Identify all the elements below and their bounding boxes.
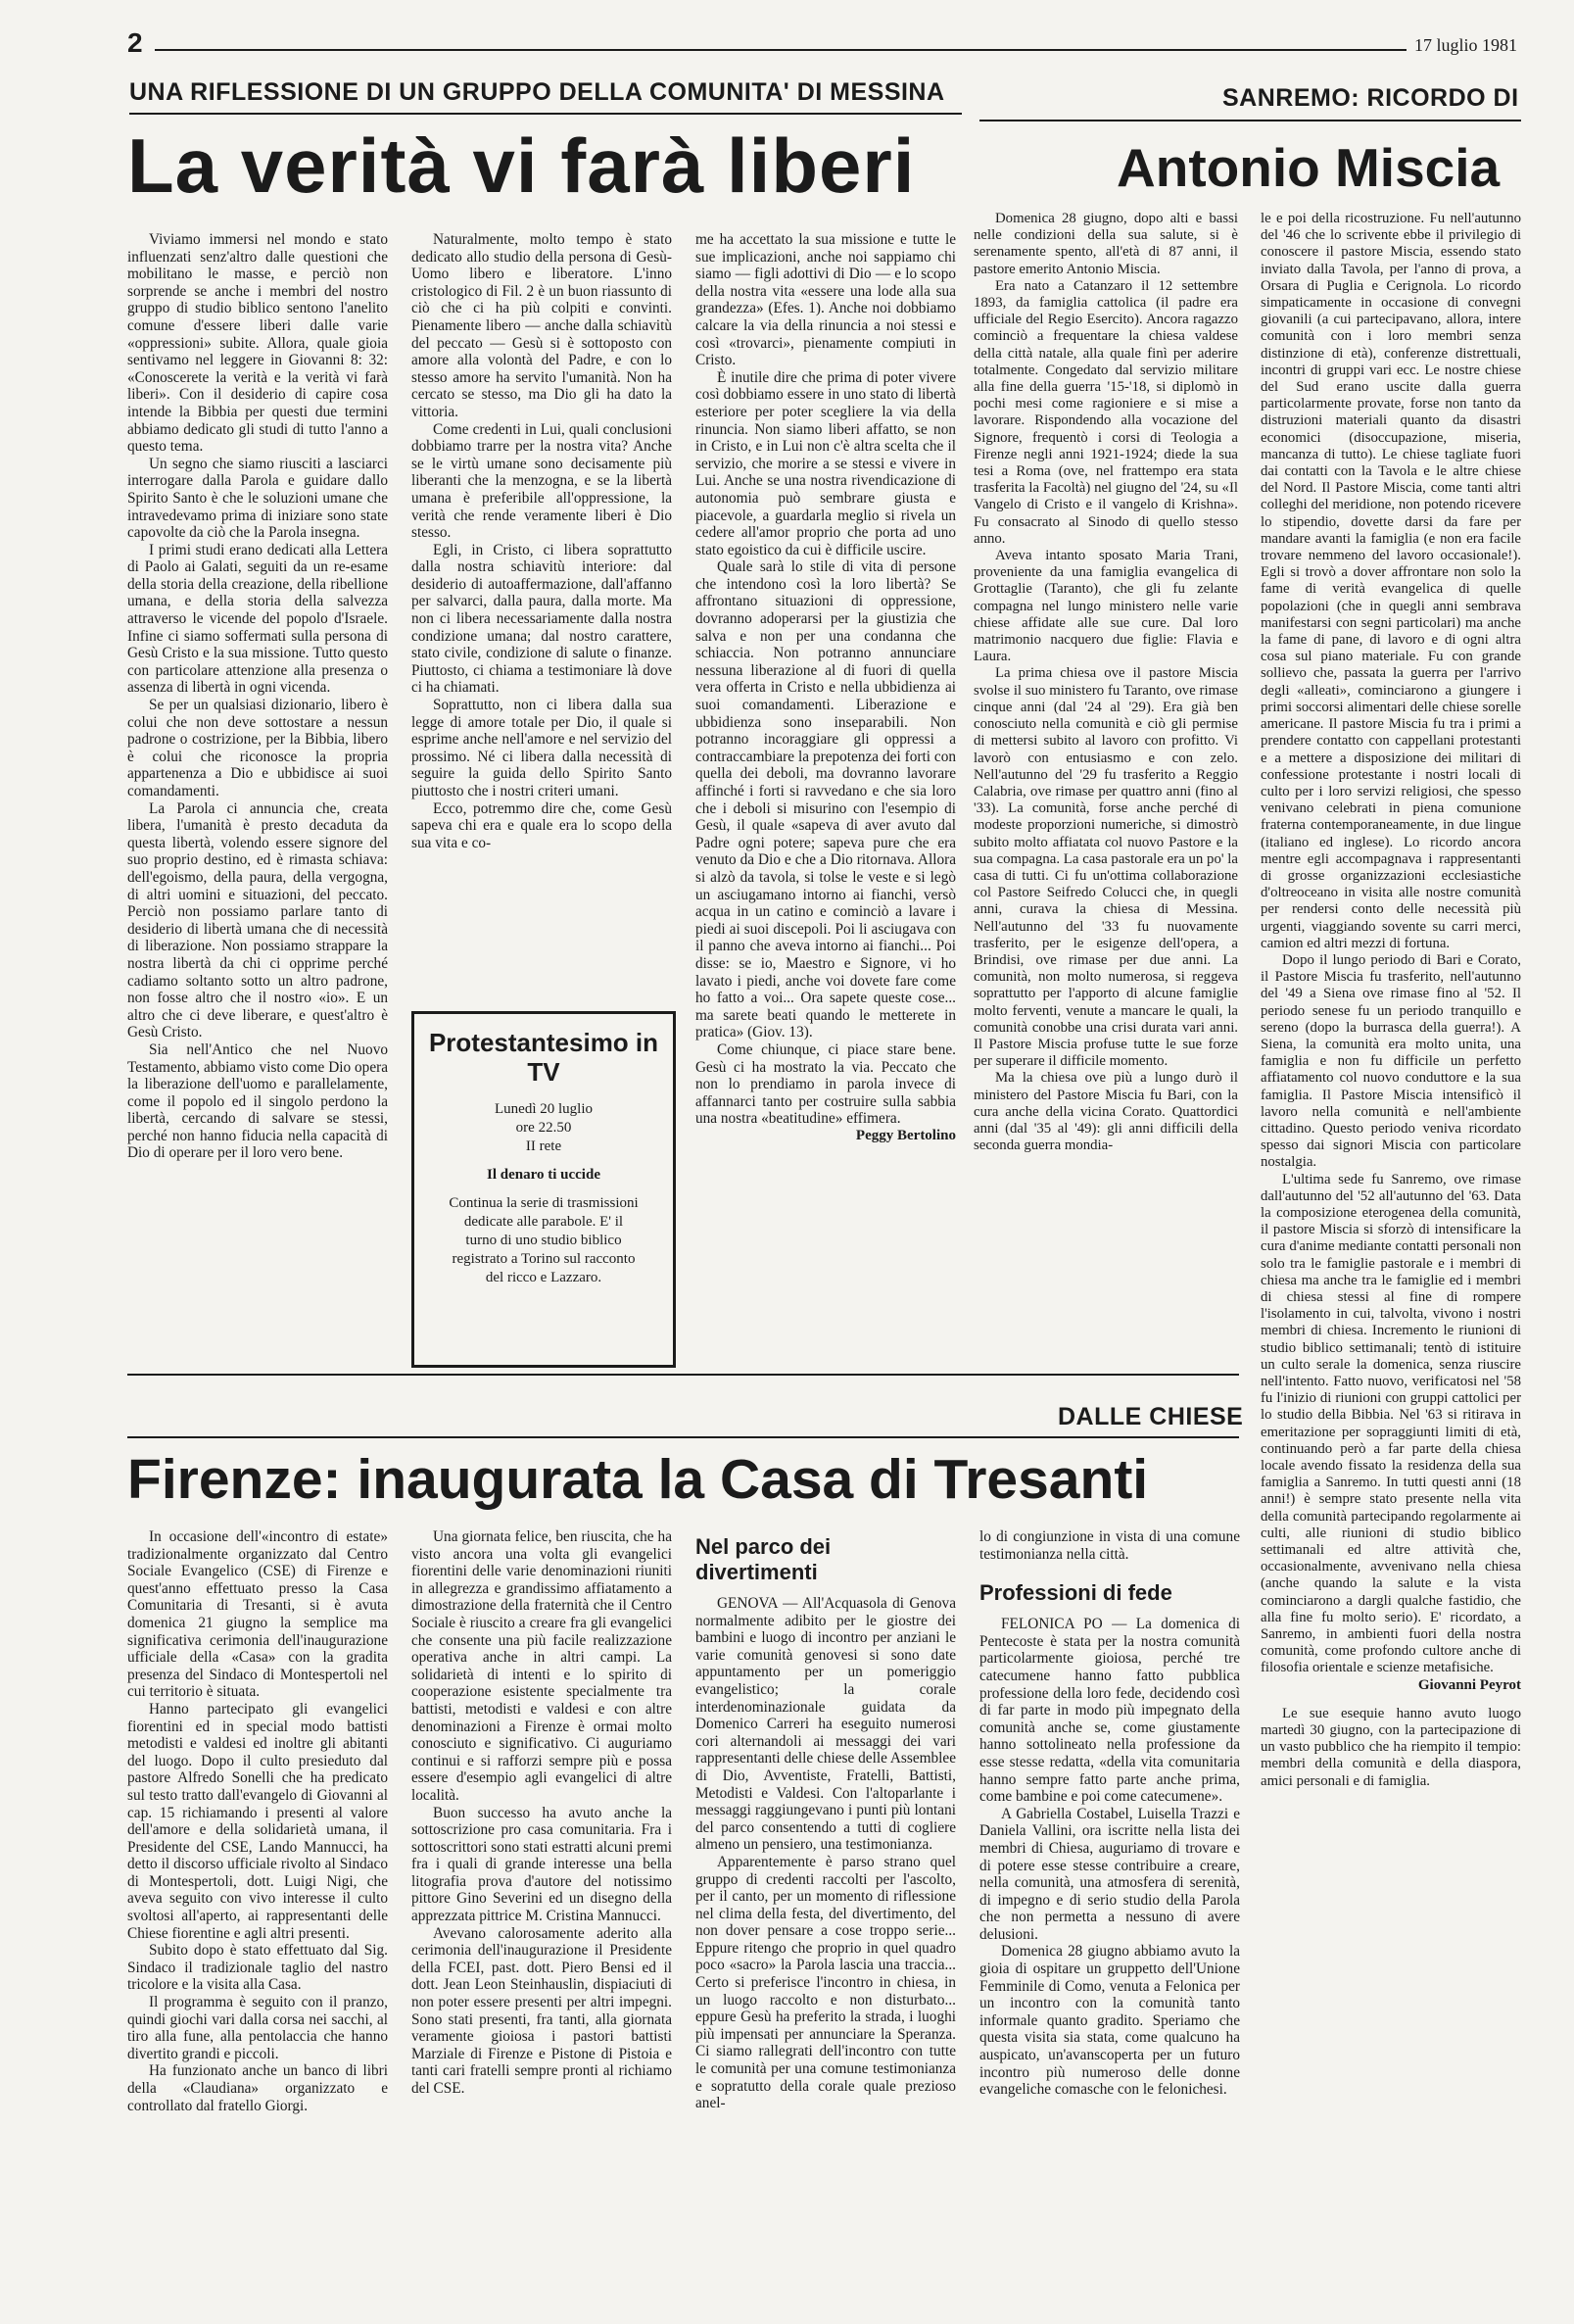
article-column-3 (695, 231, 956, 1144)
article-column-1 (127, 231, 388, 1162)
paragraph: Dopo il lungo periodo di Bari e Corato, il Pastore Miscia fu trasferito, nell'autunno del '49 a Siena ove rimase fino al '52. Il periodo senese fu un periodo tranquillo e sereno (dopo la burrasca della guerra!). A Siena, la comunità era molto unita, una famiglia e non fu difficile un perfetto affiatamento col nuovo conduttore e la sua famiglia. Il Pastore Miscia intensificò il lavoro nella comunità e nell'ambiente cittadino. Questo periodo veniva ricordato spesso dai signori Miscia con particolare nostalgia. (1261, 951, 1521, 1171)
paragraph: me ha accettato la sua missione e tutte le sue implicazioni, anche noi sappiamo chi siamo — figli adottivi di Dio — e lo scopo della nostra vita «essere una lode alla sua grandezza» (Efes. 1). Anche noi dobbiamo calcare la via della rinuncia a noi stessi e così «trovarci», pienamente compiuti in Cristo. (695, 231, 956, 369)
paragraph: Naturalmente, molto tempo è stato dedicato allo studio della persona di Gesù-Uomo libero e liberatore. L'inno cristologico di Fil. 2 è un buon riassunto di ciò che ci ha più colpiti e convinti. Pienamente libero — anche dalla schiavitù del peccato — Gesù si è sottoposto con amore alla volontà del Padre, e con lo stesso amore ha servito l'umanità. Non ha cercato se stesso, ma Dio gli ha dato la vittoria. (411, 231, 672, 420)
paragraph: Come chiunque, ci piace stare bene. Gesù ci ha mostrato la via. Peccato che non lo prendiamo in parola invece di affannarci tanto per costruire sulla sabbia una nostra «beatitudine» effimera. (695, 1041, 956, 1128)
paragraph: Era nato a Catanzaro il 12 settembre 1893, da famiglia cattolica (il padre era ufficiale del Regio Esercito). Ancora ragazzo cominciò a frequentare la chiesa valdese della città natale, alla quale finì per aderire totalmente. Congedato dal servizio militare alla fine della guerra '15-'18, si diplomò in pochi mesi come ragioniere e si mise a lavorare. Rispondendo alla vocazione del Signore, frequentò i corsi di Teologia a Firenze negli anni 1921-1924; diede la sua tesi a Roma (ove, nel frattempo era stata trasferita la Facoltà) nel giugno del '24, su «Il Vangelo di Cristo e il vangelo di Krishna». Fu consacrato al Sinodo di quello stesso anno. (974, 277, 1238, 547)
obituary-column-1 (974, 211, 1238, 1154)
section-column-3 (695, 1528, 956, 2112)
article-column-2 (411, 231, 672, 851)
paragraph: Hanno partecipato gli evangelici fiorentini ed in special modo battisti metodisti e valdesi ed inoltre gli abitanti del luogo. Dopo il culto presieduto dal pastore Alfredo Sonelli che ha predicato sul testo tratto dall'evangelo di Giovanni al cap. 15 richiamando i presenti al valore dell'amore e della solidarietà umana, il Presidente del CSE, Lando Mannucci, ha detto il discorso ufficiale rivolto al Sindaco di Montespertoli, dott. Luigi Nigi, che aveva seguito con vivo interesse il culto svoltosi all'aperto, ai rappresentanti delle Chiese fiorentine e agli altri presenti. (127, 1700, 388, 1942)
paragraph: Ecco, potremmo dire che, come Gesù sapeva chi era e quale era lo scopo della sua vita e co- (411, 799, 672, 851)
paragraph: Le sue esequie hanno avuto luogo martedì 30 giugno, con la partecipazione di un vasto pubblico che ha riempito il tempio: membri della comunità e della diaspora, amici personali e di famiglia. (1261, 1705, 1521, 1789)
tv-notice-time: ore 22.50 (515, 1120, 572, 1136)
section-kicker-rule (127, 1436, 1239, 1438)
paragraph: Soprattutto, non ci libera dalla sua legge di amore totale per Dio, il quale si esprime anche nell'amore e nel servizio del prossimo. Né ci libera dalla necessità di seguire la guida dello Spirito Santo piuttosto che i nostri criteri umani. (411, 697, 672, 799)
obituary-column-2 (1261, 211, 1521, 1790)
subheading-parco: Nel parco dei divertimenti (695, 1534, 832, 1584)
obituary-kicker: SANREMO: RICORDO DI (1222, 84, 1519, 112)
paragraph: Una giornata felice, ben riuscita, che ha visto ancora una volta gli evangelici fiorentini delle varie denominazioni riuniti in allegrezza e grandissimo affiatamento a dimostrazione della fraternità che il Centro Sociale è riuscito a creare fra gli evangelici che consente una più facile realizzazione operativa anche in altri campi. La solidarietà di intenti e lo spirito di cooperazione esistente specialmente tra battisti, metodisti e valdesi e con altre denominazioni a Firenze è ormai molto conosciuto e significativo. Ci auguriamo continui e si rafforzi sempre più e possa essere d'esempio agli evangelici di altre località. (411, 1528, 672, 1804)
paragraph: Avevano calorosamente aderito alla cerimonia dell'inaugurazione il Presidente della FCEI, past. dott. Piero Bensi ed il dott. Jean Leon Steinhauslin, dispiaciuti di non poter essere presenti per altri impegni. Sono stati presenti, fra tanti, alla giornata veramente gioiosa i pastori battisti Marziale di Firenze e Pistone di Pistoia e tanti cari fratelli sempre pronti al richiamo del CSE. (411, 1924, 672, 2097)
article-kicker: UNA RIFLESSIONE DI UN GRUPPO DELLA COMUNITA' DI MESSINA (129, 78, 945, 106)
section-column-2 (411, 1528, 672, 2098)
section-column-1 (127, 1528, 388, 2114)
section-column-4 (979, 1528, 1240, 2099)
paragraph: Sia nell'Antico che nel Nuovo Testamento, abbiamo visto come Dio opera la liberazione dell'uomo e parallelamente, come il popolo ed il singolo perdono la libertà, cercando di salvare se stessi, perché non hanno fiducia nella capacità di Dio di operare per il loro vero bene. (127, 1041, 388, 1162)
paragraph: GENOVA — All'Acquasola di Genova normalmente adibito per le giostre dei bambini e luogo di incontro per anziani le varie comunità genovesi si sono date appuntamento per un pomeriggio evangelistico; la corale interdenominazionale guidata da Domenico Carreri ha eseguito numerosi cori alternandoli ai messaggi dei vari rappresentanti delle chiese delle Assemblee di Dio, Avventiste, Fratelli, Battisti, Metodisti e Valdesi. Con l'altoparlante i messaggi raggiungevano i punti più lontani del parco consentendo a tutti di cogliere almeno un pensiero, una testimonianza. (695, 1595, 956, 1854)
obituary-headline: Antonio Miscia (1117, 137, 1501, 198)
tv-notice-day: Lunedì 20 luglio (495, 1101, 593, 1117)
paragraph: Ma la chiesa ove più a lungo durò il ministero del Pastore Miscia fu Bari, con la cura anche della vicina Corato. Quattordici anni (dal '35 al '49): gli anni difficili della seconda guerra mondia- (974, 1070, 1238, 1154)
section-rule (127, 1374, 1239, 1376)
paragraph: A Gabriella Costabel, Luisella Trazzi e Daniela Vallini, ora iscritte nella lista dei membri di Chiesa, auguriamo di trovare e di potere esse stesse contribuire a creare, nella comunità, una atmosfera di serenità, di impegno e di serio studio della Parola che non permetta a nessuno di avere delusioni. (979, 1805, 1240, 1943)
paragraph: Come credenti in Lui, quali conclusioni dobbiamo trarre per la nostra vita? Anche se le virtù umane sono decisamente più liberanti che la menzogna, e se la libertà umana è preferibile all'oppressione, la verità che rende veramente liberi è Dio stesso. (411, 420, 672, 542)
page-number: 2 (127, 27, 143, 58)
paragraph: L'ultima sede fu Sanremo, ove rimase dall'autunno del '52 all'autunno del '63. Data la composizione eterogenea della comunità, il pastore Miscia si sforzò di intensificare la cura d'anime mediante contatti personali non solo tra le famiglie pastorale e i membri di chiesa ma anche tra le famiglie ed i membri di chiesa stessi al fine di rompere l'isolamento in cui, talvolta, vivono i nostri membri di chiesa. Incremento le riunioni di studio biblico settimanali; tentò di istituire un culto serale la domenica, senza riuscire nell'intento. Fatto nuovo, verificatosi nel '58 fu l'inizio di riunioni con gruppi cattolici per lo studio della Bibbia. Nel '63 si ritirava in emeritazione per sopraggiunti limiti di età, continuando però a far parte della chiesa locale avendo fissato la residenza della sua famiglia a Sanremo. In tutti questi anni (18 anni!) è sempre stato presente nella vita della comunità partecipando regolarmente ai culti, alle riunioni di studio biblico settimanali ed altre attività che, occasionalmente, avvenivano nella chiesa (anche quando la salute e la vista cominciarono a dargli qualche fastidio, che alla fine fu molto serio). E' ricordato, a Sanremo, in ambienti fuori della nostra comunità, come profondo cultore anche di filosofia orientale e scienze metafisiche. (1261, 1171, 1521, 1676)
paragraph: Apparentemente è parso strano quel gruppo di credenti raccolti per l'ascolto, per il canto, per un momento di riflessione nel clima della festa, del divertimento, del non dover pensare a cose troppo serie... Eppure ritengo che proprio in quel quadro poco «sacro» la Parola lascia una traccia... Certo si preferisce l'incontro in chiesa, in un luogo raccolto e non disturbato... eppure Gesù ha preferito la strada, i luoghi più impensati per annunciare la Speranza. Ci siamo rallegrati dell'incontro con tutte le comunità per una comune testimonianza e sopratutto della corale quale prezioso anel- (695, 1853, 956, 2112)
tv-notice-channel: II rete (525, 1138, 562, 1154)
subheading-professioni: Professioni di fede (979, 1580, 1172, 1606)
tv-notice-box (411, 1011, 676, 1368)
paragraph: Il programma è seguito con il pranzo, quindi giochi vari dalla corsa nei sacchi, al tiro alla fune, alla pentolaccia che hanno divertito grandi e piccoli. (127, 1994, 388, 2062)
issue-date: 17 luglio 1981 (1414, 35, 1518, 55)
paragraph: È inutile dire che prima di poter vivere così dobbiamo essere in uno stato di libertà esteriore per poter scegliere la via della rinuncia. Non siamo liberi affatto, se non in Cristo, e in Lui non c'è altra scelta che il servizio, che morire a se stessi e vivere in Lui. Anche se una nostra rivendicazione di autonomia può sembrare giusta e piacevole, a guardarla meglio si rivela un cedere all'amor proprio che porta ad uno stato egoistico da cui è difficile uscire. (695, 368, 956, 558)
paragraph: In occasione dell'«incontro di estate» tradizionalmente organizzato dal Centro Sociale Evangelico (CSE) di Firenze e quest'anno effettuato presso la Casa Comunitaria di Tresanti, si è avuta domenica 21 giugno la semplice ma significativa cerimonia dell'inaugurazione ufficiale della «Casa» con la gradita presenza del Sindaco di Montespertoli nel cui territorio è situata. (127, 1528, 388, 1701)
paragraph: Egli, in Cristo, ci libera soprattutto dalla nostra schiavitù interiore: dal desiderio di autoaffermazione, dall'affanno per salvarci, dalla paura, dalla morte. Ma non ci libera necessariamente dalla nostra condizione umana; dal nostro carattere, stato civile, condizione di salute o finanze. Piuttosto, ci chiama a testimoniare là dove ci ha chiamati. (411, 541, 672, 697)
tv-notice-title: Protestantesimo in TV (428, 1028, 659, 1087)
paragraph: Domenica 28 giugno, dopo alti e bassi nelle condizioni della sua salute, si è serenamente spento, all'età di 87 anni, il pastore emerito Antonio Miscia. (974, 211, 1238, 277)
kicker-rule (129, 113, 962, 115)
obituary-signature: Giovanni Peyrot (1417, 1676, 1521, 1693)
paragraph: Aveva intanto sposato Maria Trani, proveniente da una famiglia evangelica di Grottaglie (Taranto), che gli fu zelante compagna nel lungo ministero nelle varie chiese affidate alle sue cure. Dal loro matrimonio nacquero due figlie: Flavia e Laura. (974, 548, 1238, 665)
section-kicker: DALLE CHIESE (1058, 1403, 1244, 1430)
paragraph: Domenica 28 giugno abbiamo avuto la gioia di ospitare un gruppetto dell'Unione Femminile di Como, venuta a Felonica per un incontro con la comunità tanto informale quanto gradito. Speriamo che questa visita sia stata, come qualcuno ha auspicato, un'avanscoperta per un futuro incontro più numeroso delle donne evangeliche comasche con le felonichesi. (979, 1943, 1240, 2099)
paragraph: Se per un qualsiasi dizionario, libero è colui che non deve sottostare a nessun padrone o costrizione, per la Bibbia, libero è colui che riconosce la propria appartenenza a Dio e ubbidisce ai suoi comandamenti. (127, 697, 388, 799)
paragraph: La prima chiesa ove il pastore Miscia svolse il suo ministero fu Taranto, ove rimase cinque anni (dal '24 al '29). Era già ben conosciuto nella comunità e ciò gli permise di mettersi subito al lavoro con profitto. Vi lavorò con entusiasmo e con zelo. Nell'autunno del '29 fu trasferito a Reggio Calabria, ove rimase per quattro anni (fino al '33). La comunità, forse anche perché di modeste proporzioni numeriche, si dimostrò subito molto affiatata col nuovo Pastore e la sua compagna. La casa pastorale era un po' la casa di tutti. Ci fu un'ottima collaborazione col Pastore Seifredo Colucci che, in quegli anni, curava la chiesa di Messina. Nell'autunno del '33 fu nuovamente trasferito, per le esigenze dell'opera, a Brindisi, ove rimase per due anni. La comunità, non molto numerosa, si reggeva soprattutto per l'apporto di alcune famiglie molto ferventi, venute a mancare le quali, la comunità conobbe una crisi durata vari anni. Il Pastore Miscia profuse tutte le sue forze per superare il difficile momento. (974, 665, 1238, 1070)
paragraph: lo di congiunzione in vista di una comune testimonianza nella città. (979, 1528, 1240, 1563)
tv-notice-program: Il denaro ti uccide (487, 1167, 600, 1183)
paragraph: Viviamo immersi nel mondo e stato influenzati senz'altro dalle questioni che mobilitano le masse, e perciò non sorprende se anche i membri del nostro gruppo di studio biblico sentono l'anelito comune d'essere liberi dalle varie «oppressioni» subite. Allora, quale gioia sentivamo nel leggere in Giovanni 8: 32: «Conoscerete la verità e la verità vi farà liberi». Con il desiderio di capire cosa intende la Bibbia per questi due termini abbiamo dedicato gli studi di tutto l'anno a questo tema. (127, 231, 388, 456)
obituary-kicker-rule (979, 120, 1521, 121)
paragraph: le e poi della ricostruzione. Fu nell'autunno del '46 che lo scrivente ebbe il privilegio di conoscere il pastore Miscia, essendo stato inviato dalla Tavola, per l'anno di prova, a Orsara di Puglia e Cerignola. Lo ricordo simpaticamente in occasione di convegni giovanili (a cui partecipavano, allora, intere comunità con i loro membri senza distinzione di età), conferenze distrettuali, incontri di gruppi vari ecc. Le nostre chiese del Sud erano uscite dalla guerra particolarmente provate, forse non tanto da distruzioni materiali quanto da disastri economici (disoccupazione, miseria, mancanza di tutto). Le chiese tagliate fuori dai contatti con la Tavola e le altre chiese del Nord. Il Pastore Miscia, come tanti altri colleghi del meridione, non potendo ricevere lo stipendio, dovette darsi da fare per mandare avanti la famiglia (e non era facile trovare nemmeno del lavoro occasionale!). Egli si trovò a dover affrontare non solo la fame di verità evangelica di quelle popolazioni (che in quegli anni sembrava manifestarsi con segni particolari) ma anche la fame di pane, di lavoro e di ogni altra cosa sul piano materiale. Fu con grande sollievo che, passata la guerra per l'arrivo degli «alleati», cominciarono a giungere i primi soccorsi alimentari delle chiese sorelle americane. Il pastore Miscia fu tra i primi a prendere contatto con cappellani protestanti e a mettere a disposizione dei militari di confessione protestante i nostri locali di culto per i loro servizi religiosi, che spesso venivano celebrati in piena comunione fraterna contemporaneamente, in due lingue (italiano ed inglese). Lo ricordo ancora mentre egli accompagnava i rappresentanti di grosse organizzazioni ecclesiastiche d'oltreoceano in visita alle nostre comunità per rendersi conto delle necessità più urgenti, viaggiando sovente su carri merci, camion ed altri mezzi di fortuna. (1261, 211, 1521, 951)
paragraph: Buon successo ha avuto anche la sottoscrizione pro casa comunitaria. Fra i sottoscrittori sono stati estratti alcuni premi fra i quali di grande interesse una bella litografia prova d'autore del notissimo pittore Gino Severini ed un disegno della apprezzata pittrice M. Cristina Mannucci. (411, 1804, 672, 1925)
header-rule (155, 49, 1407, 51)
section-headline: Firenze: inaugurata la Casa di Tresanti (127, 1448, 1149, 1511)
article-headline: La verità vi farà liberi (127, 122, 916, 209)
tv-notice-body: Continua la serie di trasmissioni dedicate alle parabole. E' il turno di uno studio biblico registrato a Torino sul racconto del ricco e Lazzaro. (449, 1195, 639, 1285)
paragraph: FELONICA PO — La domenica di Pentecoste è stata per la nostra comunità particolarmente gioiosa, perché tre catecumene hanno fatto pubblica professione della loro fede, decidendo così di far parte in modo più impegnato della comunità anche se, come giustamente hanno sottolineato nella professione da esse stesse redatta, «della vita comunitaria hanno sempre fatto parte anche prima, come bambine e poi come catecumene». (979, 1616, 1240, 1806)
paragraph: Un segno che siamo riusciti a lasciarci interrogare dalla Parola e guidare dallo Spirito Santo è che le soluzioni umane che intravedevamo prima di iniziare sono state capovolte da ciò che la Parola insegna. (127, 455, 388, 542)
paragraph: Ha funzionato anche un banco di libri della «Claudiana» organizzato e controllato dal fratello Giorgi. (127, 2062, 388, 2114)
author-signature: Peggy Bertolino (855, 1127, 956, 1143)
paragraph: I primi studi erano dedicati alla Lettera di Paolo ai Galati, seguiti da un re-esame della storia della creazione, della ribellione umana, e della storia della salvezza attraverso le vicende del popolo d'Israele. Infine ci siamo soffermati sulla persona di Gesù Cristo e la sua missione. Tutto questo con particolare attenzione alla presenza o assenza di libertà in ogni vicenda. (127, 541, 388, 697)
paragraph: La Parola ci annuncia che, creata libera, l'umanità è presto decaduta da questa libertà, volendo essere signore del suo proprio destino, ed è rimasta schiava: dell'egoismo, della paura, della vergogna, di altri uomini e situazioni, del peccato. Perciò non possiamo parlare tanto di desiderio di libertà umana che di necessità di liberazione. Non possiamo strappare la nostra libertà da chi ci opprime perché cadiamo soltanto sotto un altro padrone, non fosse altro che il nostro «io». E un altro che ci deve liberare, e quest'altro è Gesù Cristo. (127, 799, 388, 1041)
paragraph: Quale sarà lo stile di vita di persone che intendono così la loro libertà? Se affrontano situazioni di oppressione, dovranno adoperarsi per la giustizia che salva e non per una condanna che schiaccia. Non potranno annunciare nessuna liberazione al di fuori di quella vera offerta in Cristo e nella ubbidienza ai suoi comandamenti. Liberazione e ubbidienza sono inseparabili. Non potranno incoraggiare gli oppressi a contraccambiare la prepotenza dei forti con quella dei deboli, ma dovranno lavorare affinché i forti si ravvedano e che sia loro che i deboli si misurino con l'esempio di Gesù, il quale «sapeva di aver avuto dal Padre ogni potere; sapeva pure che era venuto da Dio e che a Dio ritornava. Allora si alzò da tavola, si tolse le veste e si legò un asciugamano intorno ai fianchi, versò acqua in un catino e cominciò a lavare i piedi ai suoi discepoli. Poi li asciugava con il panno che aveva intorno ai fianchi... Poi disse: se io, Maestro e Signore, vi ho lavato i piedi, anche voi dovete fare come ho fatto a voi... Ora sapete queste cose... ma sarete beati quando le metterete in pratica» (Giov. 13). (695, 558, 956, 1041)
paragraph: Subito dopo è stato effettuato dal Sig. Sindaco il tradizionale taglio del nastro tricolore e la visita alla Casa. (127, 1942, 388, 1994)
